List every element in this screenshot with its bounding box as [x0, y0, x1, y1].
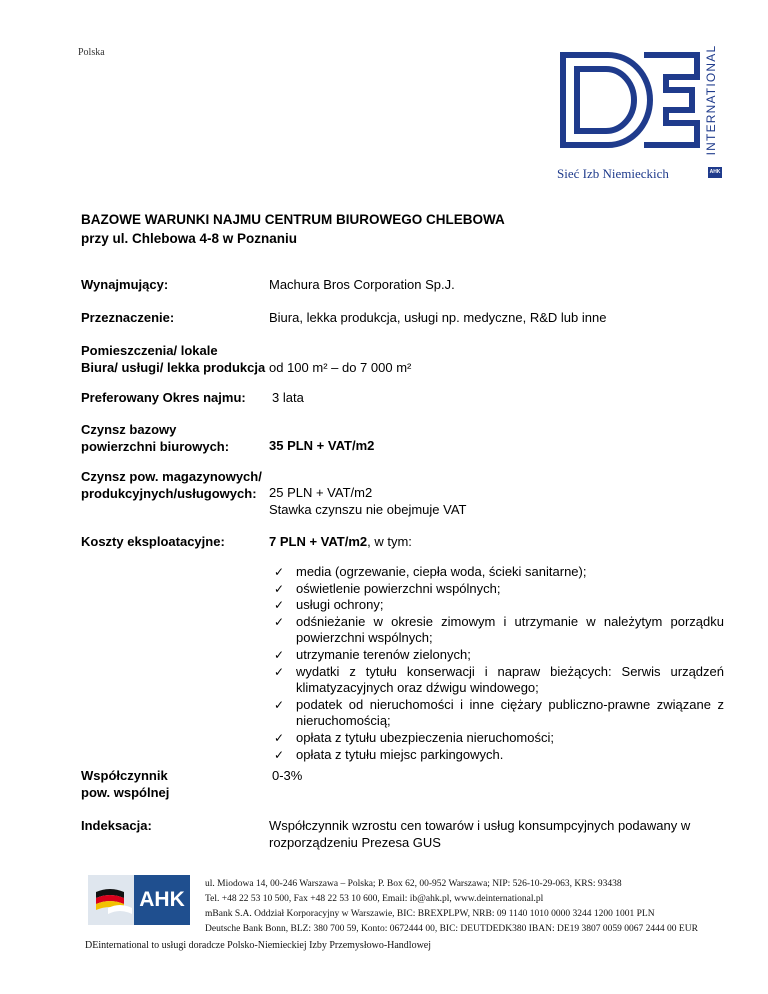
cost-item: ✓ media (ogrzewanie, ciepła woda, ścieki sanitarne);: [274, 564, 587, 579]
lessor-value: Machura Bros Corporation Sp.J.: [269, 277, 455, 292]
cost-item: ✓ podatek od nieruchomości i inne ciężary publiczno-prawne związane z nieruchomością;: [274, 696, 724, 729]
warehouse-rent-label: Czynsz pow. magazynowych/ produkcyjnych/usługowych:: [81, 469, 262, 501]
common-area-label: Współczynnik pow. wspólnej: [81, 768, 170, 800]
checkmark-icon: ✓: [274, 581, 285, 596]
title-line-2: przy ul. Chlebowa 4-8 w Poznaniu: [81, 231, 298, 246]
checkmark-icon: ✓: [274, 614, 285, 629]
costs-value: 7 PLN + VAT/m2, w tym:: [269, 534, 412, 549]
document-title: [81, 210, 505, 248]
checkmark-icon: ✓: [274, 730, 285, 745]
purpose-value: Biura, lekka produkcja, usługi np. medyczne, R&D lub inne: [269, 310, 607, 325]
checkmark-icon: ✓: [274, 697, 285, 712]
checkmark-icon: ✓: [274, 664, 285, 679]
cost-item: ✓ oświetlenie powierzchni wspólnych;: [274, 580, 501, 596]
indexation-label: Indeksacja:: [81, 818, 152, 833]
cost-item: ✓ usługi ochrony;: [274, 597, 384, 613]
premises-value: od 100 m² – do 7 000 m²: [269, 360, 412, 375]
checkmark-icon: ✓: [274, 747, 285, 762]
cost-items-list: [274, 564, 724, 763]
warehouse-rent-value: 25 PLN + VAT/m2 Stawka czynszu nie obejmuje VAT: [269, 485, 467, 517]
ahk-logo-text: AHK: [134, 875, 190, 925]
purpose-label: Przeznaczenie:: [81, 310, 175, 325]
cost-item: ✓ wydatki z tytułu konserwacji i napraw bieżących: Serwis urządzeń klimatyzacyjnych oraz dźwigu windowego;: [274, 663, 724, 696]
office-rent-value: 35 PLN + VAT/m2: [269, 438, 375, 453]
footer-contact: ul. Miodowa 14, 00-246 Warszawa – Polska; P. Box 62, 00-952 Warszawa; NIP: 526-10-29-063, KRS: 93438 Tel. +48 22 53 10 500, Fax +48 22 53 10 600, Email: ib@ahk.pl, www.deinternational.pl mBank S.A. Oddział Korporacyjny w Warszawie, BIC: BREXPLPW, NRB: 09 1140 1010 0000 3244 1200 1001 PLN Deutsche Bank Bonn, BLZ: 380 700 59, Konto: 0672444 00, BIC: DEUTDEDK380 IBAN: DE19 3807 0059 0067 2444 00 EUR: [205, 879, 698, 934]
logo-vertical-text: INTERNATIONAL: [704, 44, 718, 156]
term-label: Preferowany Okres najmu:: [81, 390, 246, 405]
title-line-1: BAZOWE WARUNKI NAJMU CENTRUM BIUROWEGO CHLEBOWA: [81, 212, 505, 227]
cost-item: ✓ utrzymanie terenów zielonych;: [274, 646, 471, 662]
checkmark-icon: ✓: [274, 598, 285, 613]
indexation-value: Współczynnik wzrostu cen towarów i usług konsumpcyjnych podawany w rozporządzeniu Prezesa GUS: [269, 818, 691, 850]
checkmark-icon: ✓: [274, 565, 285, 579]
term-value: 3 lata: [272, 390, 304, 405]
checkmark-icon: ✓: [274, 647, 285, 662]
ahk-logo: [88, 875, 190, 925]
de-international-logo: [560, 44, 720, 182]
network-tagline: Sieć Izb Niemieckich: [557, 166, 669, 181]
office-rent-label: Czynsz bazowy powierzchni biurowych:: [81, 422, 230, 454]
ahk-mini-badge: AHK: [708, 167, 722, 178]
lessor-label: Wynajmujący:: [81, 277, 169, 292]
cost-item: ✓ opłata z tytułu miejsc parkingowych.: [274, 746, 504, 762]
common-area-value: 0-3%: [272, 768, 303, 783]
costs-label: Koszty eksploatacyjne:: [81, 534, 225, 549]
footer-disclaimer: DEinternational to usługi doradcze Polsko-Niemieckiej Izby Przemysłowo-Handlowej: [85, 940, 432, 951]
premises-label: Pomieszczenia/ lokale Biura/ usługi/ lekka produkcja: [81, 343, 266, 375]
de-logo-icon: [560, 52, 700, 148]
flag-icon: [94, 884, 132, 916]
country-label: Polska: [78, 47, 105, 58]
cost-item: ✓ odśnieżanie w okresie zimowym i utrzymanie w należytym porządku powierzchni wspólnych;: [274, 613, 724, 646]
cost-item: ✓ opłata z tytułu ubezpieczenia nieruchomości;: [274, 729, 554, 745]
